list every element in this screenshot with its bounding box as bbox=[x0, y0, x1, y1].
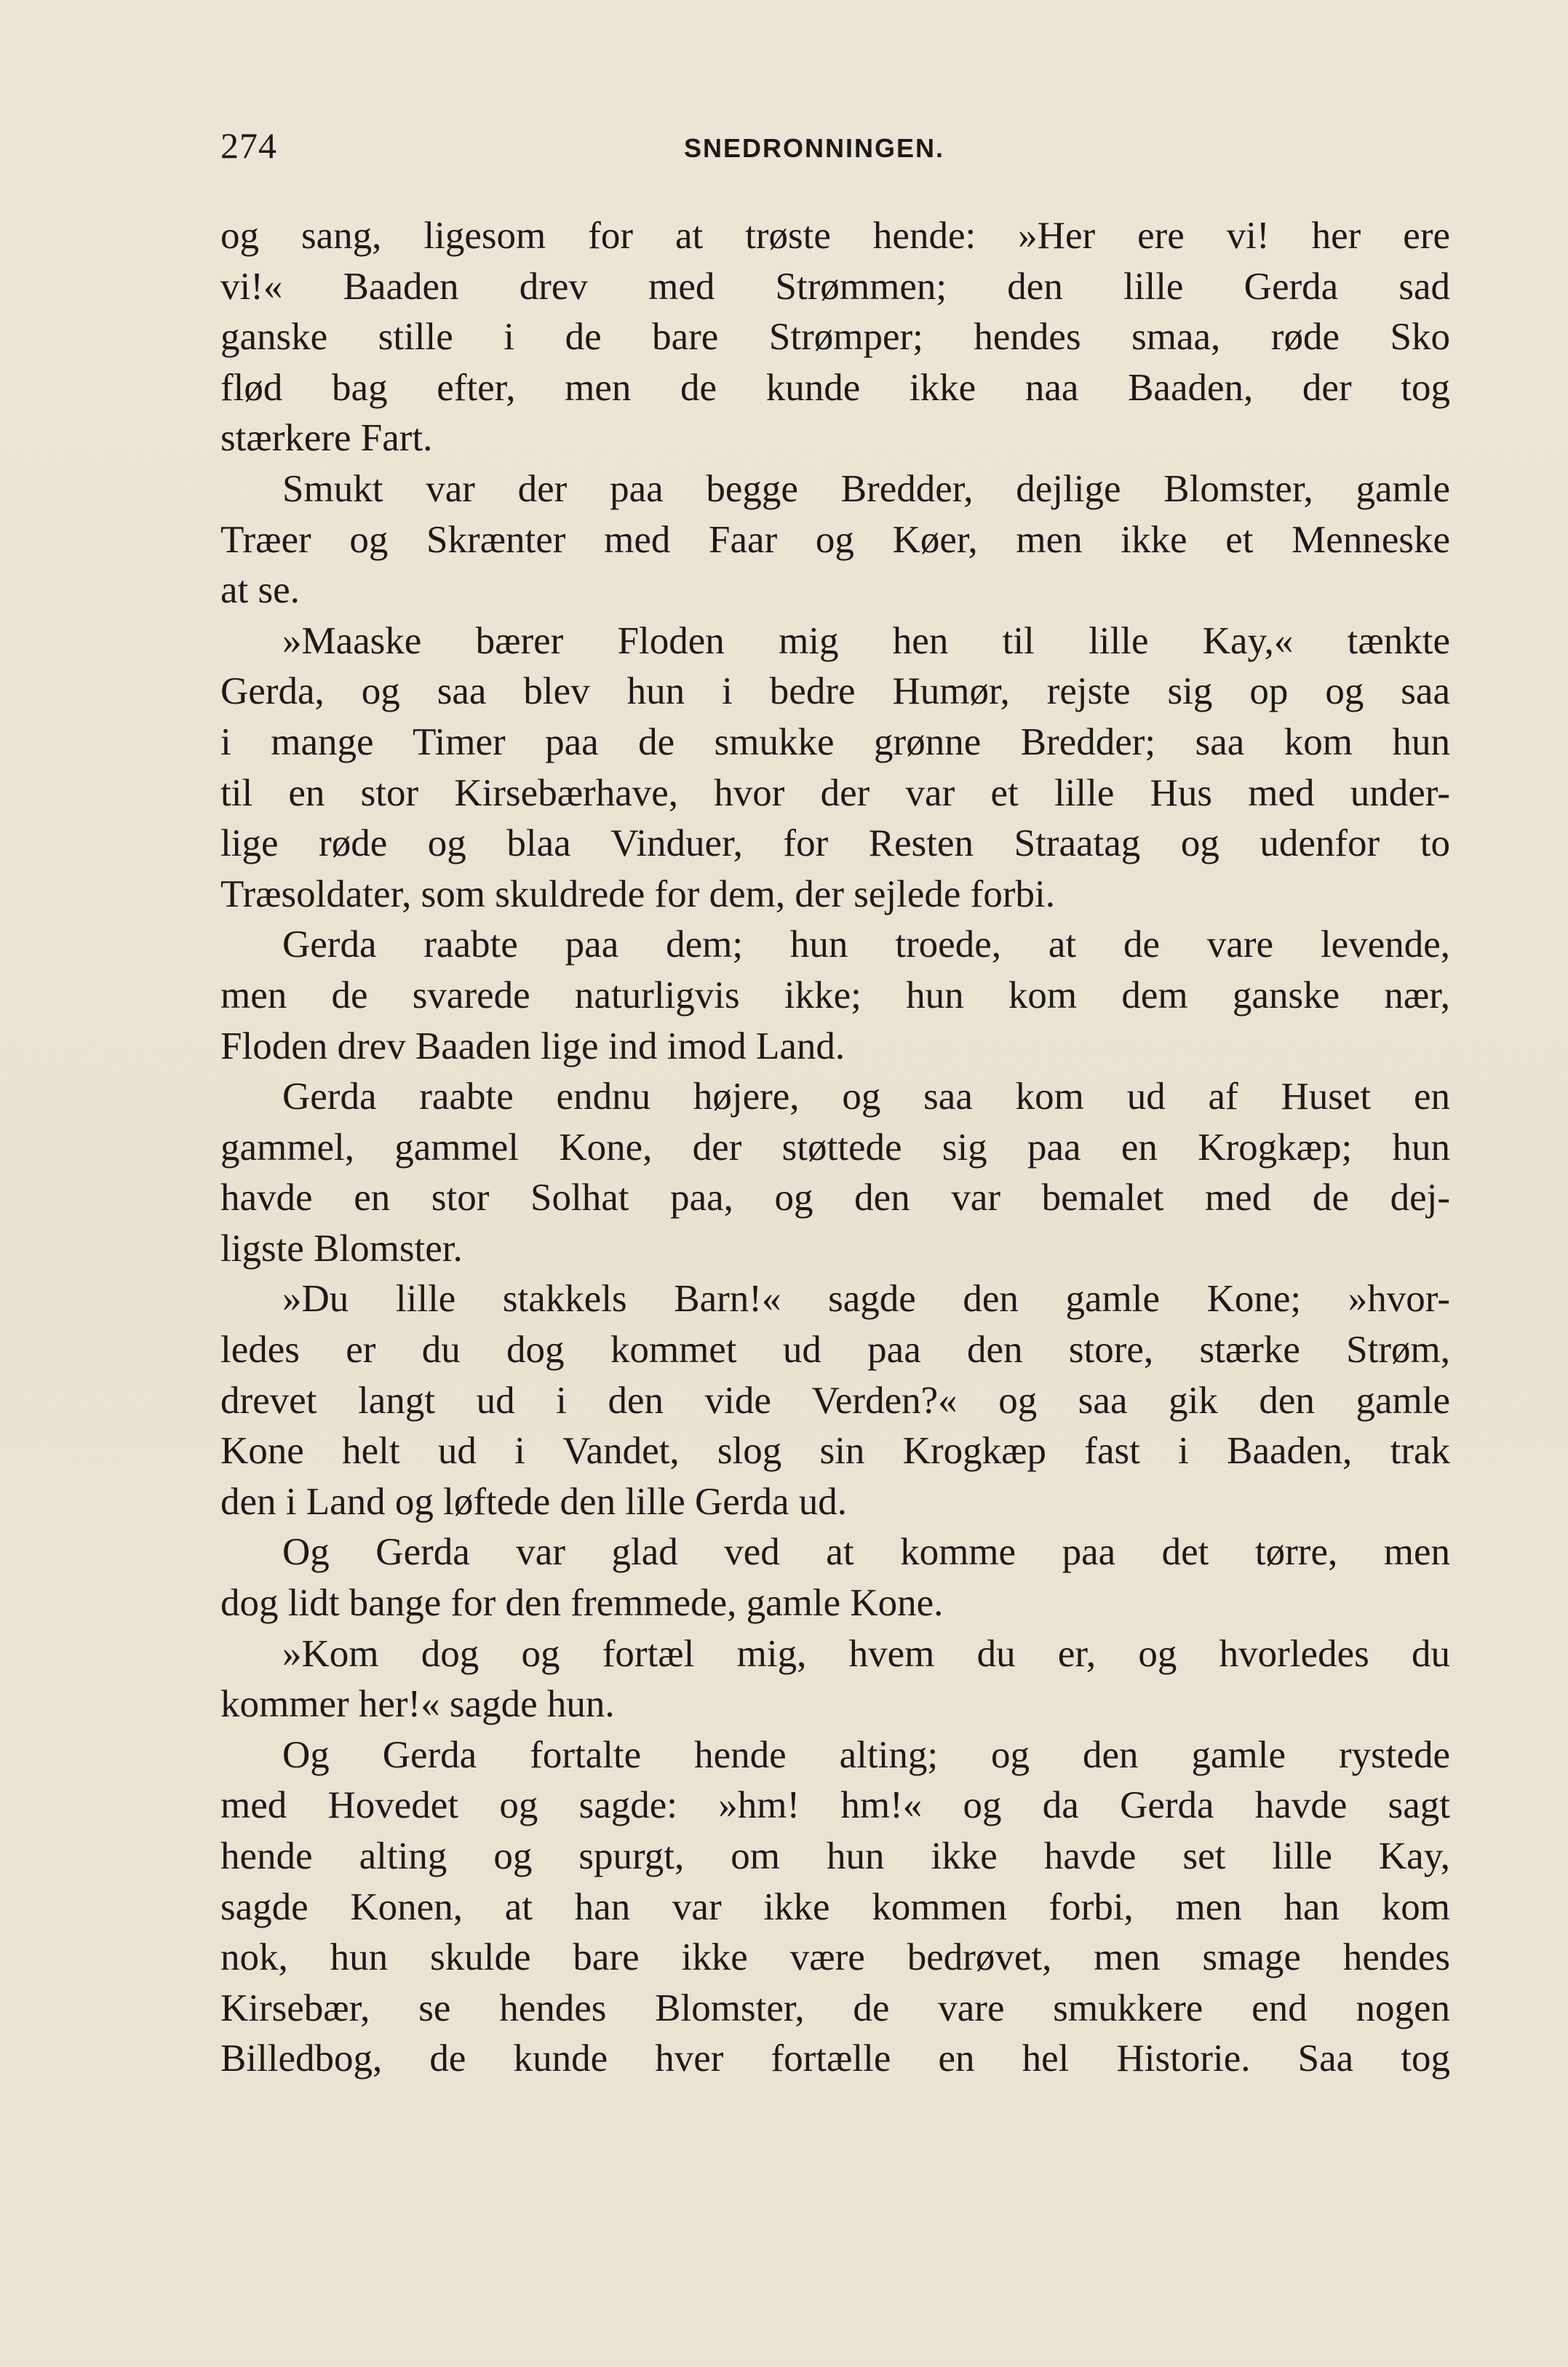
page-header bbox=[220, 124, 1450, 167]
text-line: Billedbog, de kunde hver fortælle en hel Historie. Saa tog bbox=[220, 2037, 1450, 2080]
text-line: Gerda raabte endnu højere, og saa kom ud af Huset en bbox=[282, 1075, 1450, 1118]
text-line: sagde Konen, at han var ikke kommen forbi, men han kom bbox=[220, 1885, 1450, 1928]
body-text bbox=[220, 211, 1450, 2085]
text-line: hende alting og spurgt, om hun ikke havde set lille Kay, bbox=[220, 1835, 1450, 1877]
text-line: den i Land og løftede den lille Gerda ud. bbox=[220, 1480, 847, 1523]
text-line: stærkere Fart. bbox=[220, 417, 433, 460]
text-line: i mange Timer paa de smukke grønne Bredder; saa kom hun bbox=[220, 720, 1450, 763]
text-line: lige røde og blaa Vinduer, for Resten Straatag og udenfor to bbox=[220, 822, 1450, 865]
text-line: Og Gerda fortalte hende alting; og den gamle rystede bbox=[282, 1733, 1450, 1776]
text-line: flød bag efter, men de kunde ikke naa Baaden, der tog bbox=[220, 366, 1450, 409]
text-line: Træer og Skrænter med Faar og Køer, men ikke et Menneske bbox=[220, 518, 1450, 561]
page-number: 274 bbox=[220, 125, 277, 166]
text-line: at se. bbox=[220, 569, 300, 612]
text-line: ligste Blomster. bbox=[220, 1227, 463, 1270]
text-line: ledes er du dog kommet ud paa den store, stærke Strøm, bbox=[220, 1329, 1450, 1372]
text-line: »Kom dog og fortæl mig, hvem du er, og hvorledes du bbox=[282, 1632, 1450, 1675]
text-line: »Maaske bærer Floden mig hen til lille Kay,« tænkte bbox=[282, 619, 1450, 662]
text-line: vi!« Baaden drev med Strømmen; den lille Gerda sad bbox=[220, 265, 1450, 308]
text-line: Gerda raabte paa dem; hun troede, at de vare levende, bbox=[282, 923, 1450, 966]
text-line: til en stor Kirsebærhave, hvor der var et lille Hus med under- bbox=[220, 771, 1450, 814]
text-line: men de svarede naturligvis ikke; hun kom dem ganske nær, bbox=[220, 974, 1450, 1017]
text-line: Og Gerda var glad ved at komme paa det tørre, men bbox=[282, 1531, 1450, 1574]
text-line: Kirsebær, se hendes Blomster, de vare smukkere end nogen bbox=[220, 1986, 1450, 2029]
text-line: drevet langt ud i den vide Verden?« og saa gik den gamle bbox=[220, 1379, 1450, 1422]
text-line: ganske stille i de bare Strømper; hendes smaa, røde Sko bbox=[220, 316, 1450, 359]
running-head: SNEDRONNINGEN. bbox=[684, 133, 945, 163]
text-line: gammel, gammel Kone, der støttede sig paa en Krogkæp; hun bbox=[220, 1126, 1450, 1169]
text-line: Træsoldater, som skuldrede for dem, der sejlede forbi. bbox=[220, 872, 1055, 915]
text-line: havde en stor Solhat paa, og den var bemalet med de dej- bbox=[220, 1177, 1450, 1220]
text-line: Gerda, og saa blev hun i bedre Humør, rejste sig op og saa bbox=[220, 670, 1450, 713]
text-line: med Hovedet og sagde: »hm! hm!« og da Gerda havde sagt bbox=[220, 1784, 1450, 1827]
text-line: Kone helt ud i Vandet, slog sin Krogkæp fast i Baaden, trak bbox=[220, 1430, 1450, 1473]
text-line: nok, hun skulde bare ikke være bedrøvet, men smage hendes bbox=[220, 1936, 1450, 1979]
text-line: »Du lille stakkels Barn!« sagde den gamle Kone; »hvor- bbox=[282, 1278, 1450, 1321]
text-line: kommer her!« sagde hun. bbox=[220, 1683, 615, 1726]
text-line: og sang, ligesom for at trøste hende: »Her ere vi! her ere bbox=[220, 215, 1450, 257]
text-line: dog lidt bange for den fremmede, gamle Kone. bbox=[220, 1582, 944, 1625]
text-line: Smukt var der paa begge Bredder, dejlige Blomster, gamle bbox=[282, 467, 1450, 510]
text-line: Floden drev Baaden lige ind imod Land. bbox=[220, 1025, 845, 1067]
